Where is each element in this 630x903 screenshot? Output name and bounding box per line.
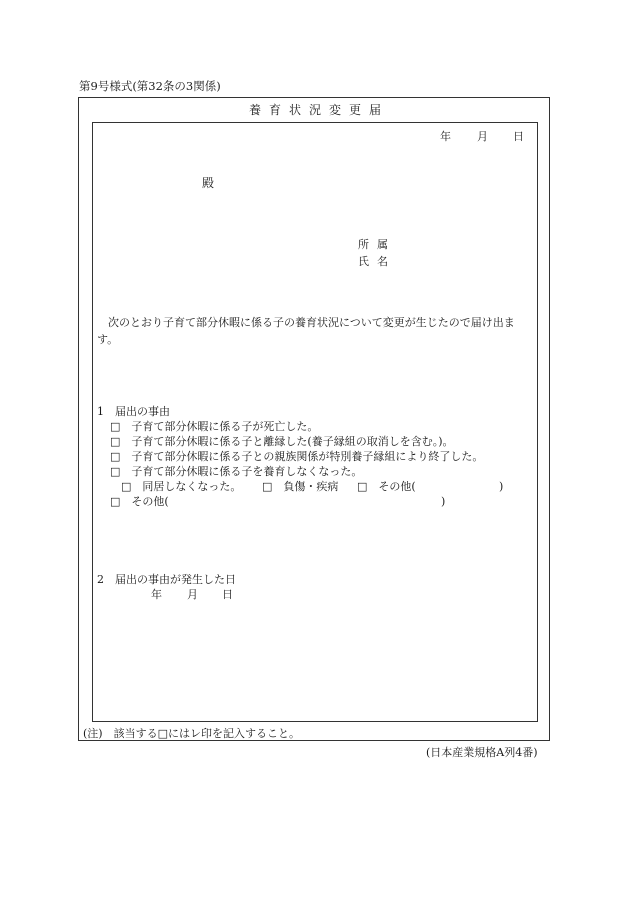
checkbox-icon[interactable]: □: [110, 450, 121, 463]
checkbox-icon[interactable]: □: [121, 480, 132, 493]
occurrence-year-label: 年: [151, 588, 162, 601]
addressee-suffix: 殿: [202, 176, 215, 190]
checkbox-item-4[interactable]: □ 子育て部分休暇に係る子を養育しなくなった。: [110, 465, 363, 478]
other-close-paren: ): [441, 495, 446, 508]
sub-option-other[interactable]: □ その他(: [357, 480, 416, 493]
checkbox-icon[interactable]: □: [110, 465, 121, 478]
checkbox-icon[interactable]: □: [110, 495, 121, 508]
form-number: 第9号様式(第32条の3関係): [79, 79, 221, 93]
checkbox-icon[interactable]: □: [262, 480, 273, 493]
body-text: [97, 314, 533, 348]
date-day-label: 日: [513, 130, 524, 143]
note-text: (注) 該当する□にはレ印を記入すること。: [83, 727, 300, 740]
sub-option-cohabit[interactable]: □ 同居しなくなった。: [121, 480, 242, 493]
date-year-label: 年: [440, 130, 451, 143]
checkbox-item-1[interactable]: □ 子育て部分休暇に係る子が死亡した。: [110, 420, 319, 433]
form-title: 養育状況変更届: [248, 103, 389, 117]
occurrence-day-label: 日: [222, 588, 233, 601]
paper-standard: (日本産業規格A列4番): [426, 746, 538, 759]
checkbox-item-3[interactable]: □ 子育て部分休暇に係る子との親族関係が特別養子縁組により終了した。: [110, 450, 484, 463]
checkbox-icon[interactable]: □: [110, 420, 121, 433]
affiliation-label: 所属: [358, 238, 396, 251]
sub-option-injury[interactable]: □ 負傷・疾病: [262, 480, 339, 493]
checkbox-icon[interactable]: □: [110, 435, 121, 448]
date-month-label: 月: [477, 130, 488, 143]
section2-heading: 2 届出の事由が発生した日: [97, 573, 236, 586]
name-label: 氏名: [358, 255, 396, 268]
checkbox-icon[interactable]: □: [357, 480, 368, 493]
section1-heading: 1 届出の事由: [97, 405, 170, 418]
sub-option-other-close: ): [499, 480, 504, 493]
checkbox-item-2[interactable]: □ 子育て部分休暇に係る子と離縁した(養子縁組の取消しを含む。)。: [110, 435, 454, 448]
occurrence-month-label: 月: [187, 588, 198, 601]
body-sentence: 次のとおり子育て部分休暇に係る子の養育状況について変更が生じたので届け出ます。: [97, 316, 515, 346]
checkbox-item-other[interactable]: □ その他(: [110, 495, 169, 508]
